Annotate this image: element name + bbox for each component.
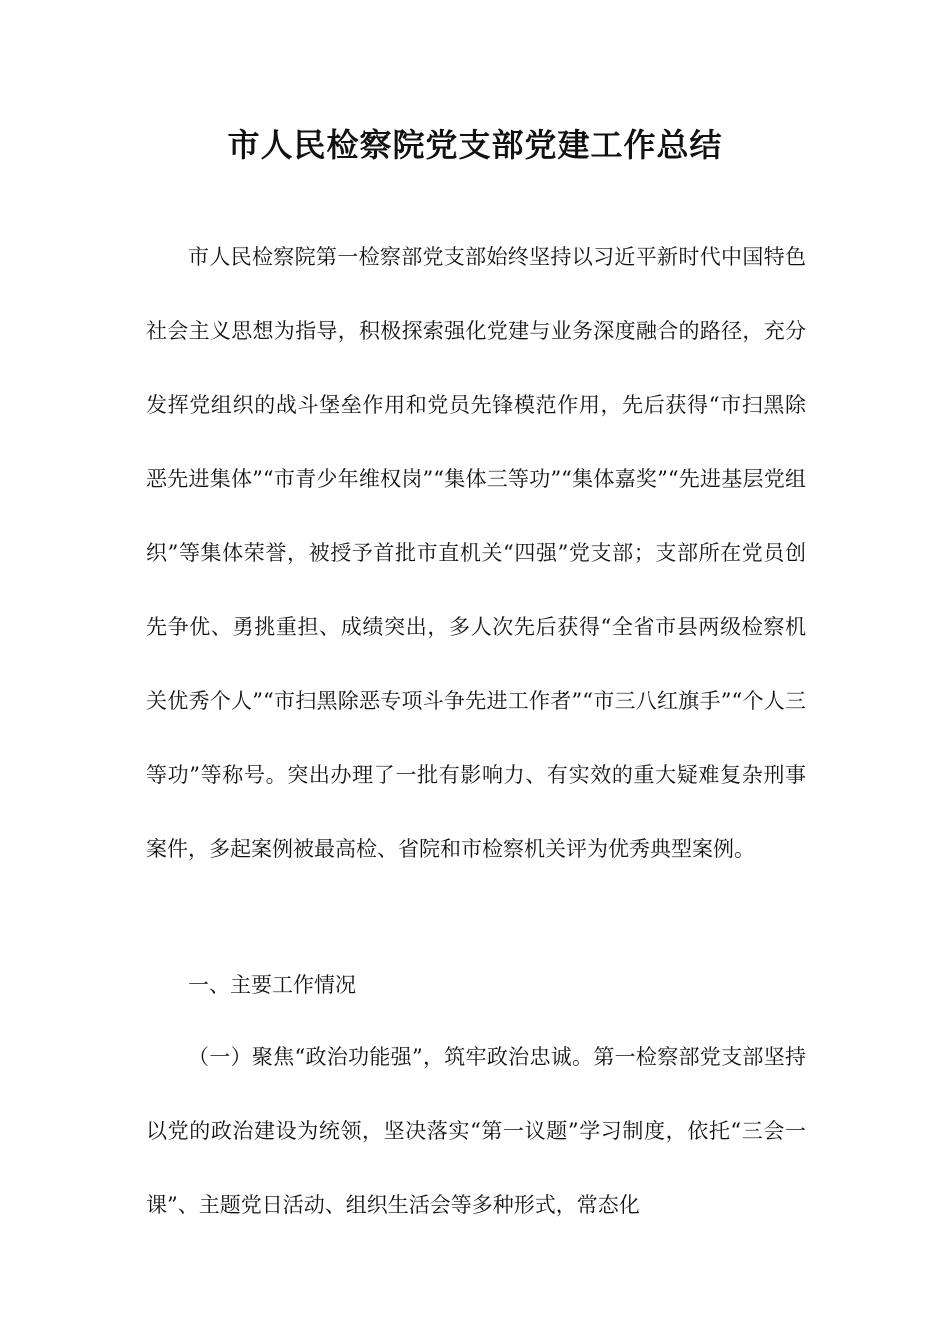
intro-paragraph: 市人民检察院第一检察部党支部始终坚持以习近平新时代中国特色社会主义思想为指导，积极探索强化党建与业务深度融合的路径，充分发挥党组织的战斗堡垒作用和党员先锋模范作用，先后获得“市扫黑除恶先进集体”“市青少年维权岗”“集体三等功”“集体嘉奖”“先进基层党组织”等集体荣誉，被授予首批市直机关“四强”党支部；支部所在党员创先争优、勇挑重担、成绩突出，多人次先后获得“全省市县两级检察机关优秀个人”“市扫黑除恶专项斗争先进工作者”“市三八红旗手”“个人三等功”等称号。突出办理了一批有影响力、有实效的重大疑难复杂刑事案件，多起案例被最高检、省院和市检察机关评为优秀典型案例。: [146, 245, 806, 861]
section-heading: 一、主要工作情况: [188, 973, 356, 997]
subsection-paragraph: （一）聚焦“政治功能强”，筑牢政治忠诚。第一检察部党支部坚持以党的政治建设为统领，坚决落实“第一议题”学习制度，依托“三会一课”、主题党日活动、组织生活会等多种形式，常态化: [146, 1045, 806, 1217]
document-title: 市人民检察院党支部党建工作总结: [227, 126, 723, 164]
